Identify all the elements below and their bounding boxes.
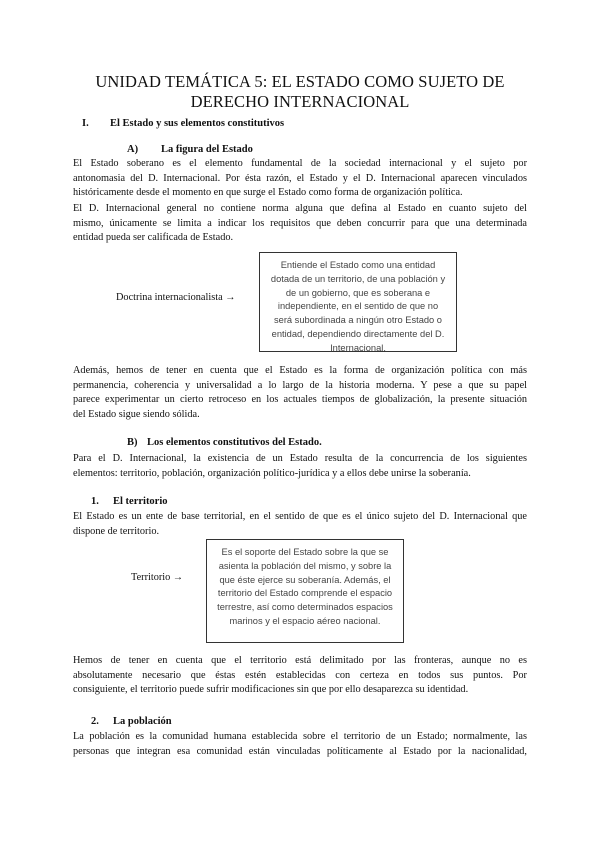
subsection-heading-2 <box>91 716 172 727</box>
text-line: El D. Internacional general no contiene norma alguna que defina al Estado en cuanto sujeto del <box>73 203 527 214</box>
text-line: Para el D. Internacional, la existencia de un Estado resulta de la concurrencia de los siguientes <box>73 453 527 464</box>
text-line: El Estado es un ente de base territorial, en el sentido de que es el único sujeto del D. Internacional que <box>73 511 527 522</box>
text-line: permanencia, coherencia y universalidad a lo largo de la historia moderna. Y pese a que su papel <box>73 379 527 391</box>
text-line: El Estado soberano es el elemento fundamental de la sociedad internacional y el sujeto por <box>73 158 527 169</box>
text-line: personas que integran esa comunidad están vinculadas políticamente al Estado por la nacionalidad, <box>73 745 527 757</box>
box2-label: Territorio → <box>131 572 184 583</box>
paragraph-B1 <box>73 452 527 481</box>
text-line: dispone de territorio. <box>73 525 160 537</box>
box1-label: Doctrina internacionalista → <box>116 292 236 303</box>
subsection-label: La población <box>113 716 172 727</box>
paragraph-A2 <box>73 202 527 246</box>
text-line: consiguiente, el territorio puede sufrir modificaciones sin que por ello desaparezca su identidad. <box>73 684 469 696</box>
definition-box-territorio: Es el soporte del Estado sobre la que se asienta la población del mismo, y sobre la que éste ejerce su soberanía. Además, el territorio del Estado comprende el espacio terrestre, así como determinados espacios marinos y el espacio aéreo nacional. <box>206 539 404 643</box>
paragraph-2a <box>73 730 527 759</box>
section-heading-I <box>82 118 284 129</box>
text-line: Además, hemos de tener en cuenta que el Estado es la forma de organización política con más <box>73 365 527 376</box>
text-line: del Estado sigue siendo sólida. <box>73 408 200 420</box>
text-line: entidad pueda ser calificada de Estado. <box>73 232 234 244</box>
text-line: mismo, únicamente se limita a indicar los requisitos que deben concurrir para que una determinada <box>73 217 527 229</box>
subsection-heading-1 <box>91 496 168 507</box>
text-line: La población es la comunidad humana establecida sobre el territorio de un Estado; normalmente, las <box>73 731 527 742</box>
text-line: históricamente desde el momento en que surge el Estado como forma de organización política. <box>73 187 463 199</box>
paragraph-A3 <box>73 364 527 422</box>
text-line: Hemos de tener en cuenta que el territorio está delimitado por las fronteras, aunque no es <box>73 655 527 666</box>
text-line: parece experimentar un cierto retroceso en los actuales tiempos de globalización, la presente situación <box>73 394 527 406</box>
paragraph-A1 <box>73 157 527 201</box>
section-number: I. <box>82 118 89 129</box>
subsection-label: El territorio <box>113 496 168 507</box>
definition-box-doctrina: Entiende el Estado como una entidad dotada de un territorio, de una población y de un gobierno, que es soberana e independiente, en el sentido de que no será subordinada a ningún otro Estado o entidad, dependiendo directamente del D. Internacional. <box>259 252 457 352</box>
text-line: absolutamente necesario que éstas estén establecidas con certeza en todos sus puntos. Por <box>73 669 527 681</box>
paragraph-1b <box>73 654 527 698</box>
subsection-number: 1. <box>91 496 99 507</box>
section-label: El Estado y sus elementos constitutivos <box>110 118 285 129</box>
text-line: antonomasia del D. Internacional. Por ésta razón, el Estado y el D. Internacional aparecen vinculados <box>73 172 527 184</box>
document-title: UNIDAD TEMÁTICA 5: EL ESTADO COMO SUJETO DE DERECHO INTERNACIONAL <box>95 72 505 111</box>
subsection-heading-A <box>127 144 253 155</box>
subsection-number: A) <box>127 144 139 155</box>
subsection-heading-B <box>127 437 322 448</box>
subsection-label: Los elementos constitutivos del Estado. <box>147 437 322 448</box>
text-line: elementos: territorio, población, organización político-jurídica y a ellos debe unirse la soberanía. <box>73 467 471 479</box>
subsection-number: 2. <box>91 716 99 727</box>
subsection-label: La figura del Estado <box>161 144 253 155</box>
paragraph-1a <box>73 510 527 539</box>
subsection-number: B) <box>127 437 138 448</box>
